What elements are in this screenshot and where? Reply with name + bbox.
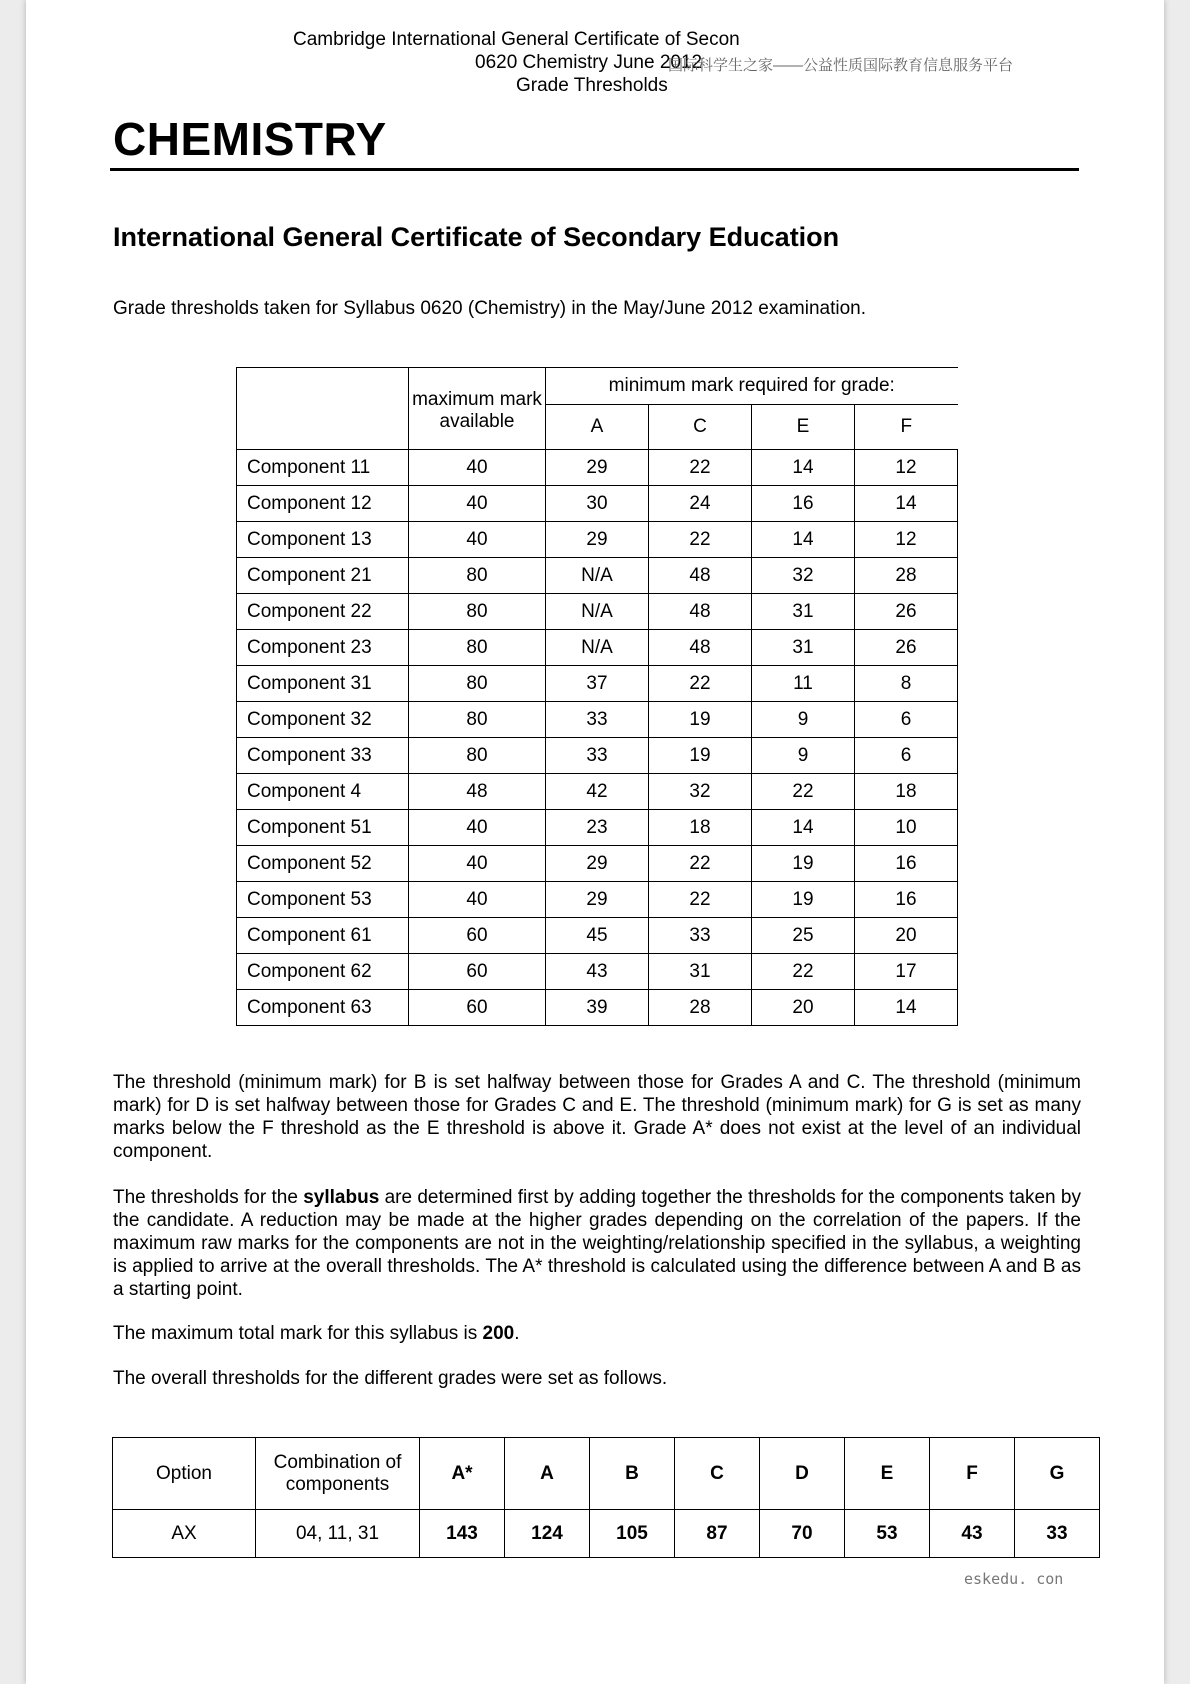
component-grade-e: 14 [752,450,855,486]
overall-a: 124 [505,1510,590,1558]
component-name: Component 62 [237,954,409,990]
component-grade-e: 14 [752,522,855,558]
component-grade-f: 26 [855,594,958,630]
component-grade-f: 26 [855,630,958,666]
component-grade-f: 12 [855,522,958,558]
component-name: Component 13 [237,522,409,558]
table-row [237,774,958,810]
component-max-mark: 40 [409,882,546,918]
overall-e: 53 [845,1510,930,1558]
component-grade-f: 12 [855,450,958,486]
min-mark-header: minimum mark required for grade: [546,368,958,405]
table-row [237,810,958,846]
component-grade-c: 19 [649,738,752,774]
component-grade-e: 16 [752,486,855,522]
component-grade-e: 11 [752,666,855,702]
table-row [237,558,958,594]
component-grade-c: 19 [649,702,752,738]
component-grade-e: 19 [752,846,855,882]
overall-header-a: A [505,1438,590,1510]
component-grade-a: N/A [546,594,649,630]
paragraph-overall-intro: The overall thresholds for the different grades were set as follows. [113,1368,668,1389]
component-grade-a: N/A [546,558,649,594]
component-grade-e: 9 [752,738,855,774]
footer-site-text: eskedu. con [964,1570,1064,1588]
p2-bold-syllabus: syllabus [303,1187,380,1208]
component-name: Component 21 [237,558,409,594]
overall-value-row [113,1510,1100,1558]
component-name: Component 33 [237,738,409,774]
component-name: Component 31 [237,666,409,702]
component-grade-e: 19 [752,882,855,918]
paragraph-grade-rules: The threshold (minimum mark) for B is set halfway between those for Grades A and C. The threshold (minimum mark) for D is set halfway between those for Grades C and E. The threshold (minimum mark) for G is set as many marks below the F threshold as the E threshold is above it. Grade A* does not exist at the level of an individual component. [113,1072,1081,1162]
component-grade-e: 25 [752,918,855,954]
component-grade-e: 31 [752,630,855,666]
component-max-mark: 80 [409,594,546,630]
component-max-mark: 40 [409,522,546,558]
component-grade-a: 29 [546,450,649,486]
component-name: Component 53 [237,882,409,918]
component-grade-a: 23 [546,810,649,846]
component-name: Component 23 [237,630,409,666]
overall-header-row [113,1438,1100,1510]
overall-header-combination: Combination of components [256,1438,420,1510]
paragraph-syllabus-thresholds [113,1186,1081,1301]
component-grade-c: 48 [649,594,752,630]
component-grade-a: 37 [546,666,649,702]
component-thresholds-table [236,367,958,1026]
overall-header-g: G [1015,1438,1100,1510]
component-max-mark: 80 [409,630,546,666]
component-grade-a: 29 [546,846,649,882]
component-grade-c: 31 [649,954,752,990]
page-subtitle: International General Certificate of Secondary Education [113,222,840,252]
component-grade-f: 20 [855,918,958,954]
component-name: Component 52 [237,846,409,882]
component-grade-e: 22 [752,954,855,990]
overall-thresholds-table [112,1437,1100,1558]
grade-header-c: C [649,405,752,450]
overall-header-option: Option [113,1438,256,1510]
component-grade-e: 14 [752,810,855,846]
component-table-body [237,450,958,1026]
grade-header-a: A [546,405,649,450]
component-grade-c: 22 [649,882,752,918]
component-grade-f: 6 [855,738,958,774]
table-row [237,666,958,702]
header-line-1: Cambridge International General Certificate of Secon [293,29,740,50]
component-max-mark: 40 [409,450,546,486]
overall-header-astar: A* [420,1438,505,1510]
component-max-mark: 48 [409,774,546,810]
component-name: Component 22 [237,594,409,630]
table-row [237,846,958,882]
component-grade-f: 28 [855,558,958,594]
component-max-mark: 80 [409,666,546,702]
overall-b: 105 [590,1510,675,1558]
component-max-mark: 60 [409,954,546,990]
component-grade-c: 22 [649,522,752,558]
component-max-mark: 80 [409,702,546,738]
document-page [26,0,1164,1684]
table-row [237,522,958,558]
header-line-3: Grade Thresholds [516,75,668,96]
component-name: Component 11 [237,450,409,486]
component-grade-e: 9 [752,702,855,738]
component-grade-f: 14 [855,486,958,522]
component-grade-c: 18 [649,810,752,846]
component-name: Component 12 [237,486,409,522]
table-row [237,918,958,954]
table-row [237,594,958,630]
component-max-mark: 60 [409,918,546,954]
component-grade-f: 8 [855,666,958,702]
component-max-mark: 40 [409,846,546,882]
component-name: Component 32 [237,702,409,738]
component-grade-a: N/A [546,630,649,666]
p3-bold-total: 200 [482,1323,515,1344]
overall-c: 87 [675,1510,760,1558]
component-grade-f: 16 [855,882,958,918]
max-mark-header: maximum mark available [409,368,546,450]
paragraph-max-total [113,1322,1081,1345]
table-row [237,882,958,918]
component-grade-c: 48 [649,630,752,666]
intro-text: Grade thresholds taken for Syllabus 0620 (Chemistry) in the May/June 2012 examination. [113,298,867,319]
component-name: Component 51 [237,810,409,846]
watermark-text: 国际科学生之家——公益性质国际教育信息服务平台 [668,57,1014,74]
component-grade-f: 17 [855,954,958,990]
component-max-mark: 80 [409,738,546,774]
p2-text-after: are determined first by adding together the thresholds for the components taken by the candidate. A reduction may be made at the higher grades depending on the correlation of the papers. If the maximum raw marks for the components are not in the weighting/relationship specified in the syllabus, a weighting is applied to arrive at the overall thresholds. The A* threshold is calculated using the difference between A and B as a starting point. [113,1187,1081,1300]
component-max-mark: 40 [409,486,546,522]
component-grade-e: 32 [752,558,855,594]
component-grade-c: 22 [649,666,752,702]
table-row [237,990,958,1026]
grade-header-f: F [855,405,958,450]
overall-header-b: B [590,1438,675,1510]
component-grade-a: 45 [546,918,649,954]
component-grade-a: 29 [546,882,649,918]
component-grade-a: 39 [546,990,649,1026]
component-max-mark: 60 [409,990,546,1026]
table-row [237,630,958,666]
overall-g: 33 [1015,1510,1100,1558]
component-grade-f: 14 [855,990,958,1026]
component-grade-f: 18 [855,774,958,810]
component-grade-c: 33 [649,918,752,954]
page-title: CHEMISTRY [113,113,387,165]
component-grade-e: 22 [752,774,855,810]
component-grade-c: 48 [649,558,752,594]
component-grade-a: 42 [546,774,649,810]
overall-f: 43 [930,1510,1015,1558]
overall-header-e: E [845,1438,930,1510]
component-grade-e: 20 [752,990,855,1026]
component-grade-c: 24 [649,486,752,522]
overall-d: 70 [760,1510,845,1558]
overall-header-d: D [760,1438,845,1510]
p3-text-after: . [514,1323,520,1344]
component-grade-f: 10 [855,810,958,846]
component-grade-e: 31 [752,594,855,630]
title-rule [110,168,1079,171]
overall-astar: 143 [420,1510,505,1558]
component-grade-a: 30 [546,486,649,522]
grade-header-e: E [752,405,855,450]
component-grade-a: 33 [546,738,649,774]
table-row [237,738,958,774]
overall-header-f: F [930,1438,1015,1510]
table-row [237,486,958,522]
overall-option: AX [113,1510,256,1558]
component-grade-c: 22 [649,846,752,882]
component-name: Component 61 [237,918,409,954]
component-grade-a: 43 [546,954,649,990]
component-max-mark: 40 [409,810,546,846]
component-grade-f: 16 [855,846,958,882]
component-max-mark: 80 [409,558,546,594]
component-name: Component 4 [237,774,409,810]
component-grade-c: 22 [649,450,752,486]
p3-text-before: The maximum total mark for this syllabus is [113,1323,483,1344]
p2-text-before: The thresholds for the [113,1187,304,1208]
component-grade-c: 28 [649,990,752,1026]
overall-combination: 04, 11, 31 [256,1510,420,1558]
component-grade-a: 33 [546,702,649,738]
table-row [237,450,958,486]
table-row [237,702,958,738]
header-line-2: 0620 Chemistry June 2012 [475,52,703,73]
component-grade-a: 29 [546,522,649,558]
overall-header-c: C [675,1438,760,1510]
component-grade-c: 32 [649,774,752,810]
component-grade-f: 6 [855,702,958,738]
table-row [237,954,958,990]
table-corner-cell [237,368,409,450]
component-name: Component 63 [237,990,409,1026]
